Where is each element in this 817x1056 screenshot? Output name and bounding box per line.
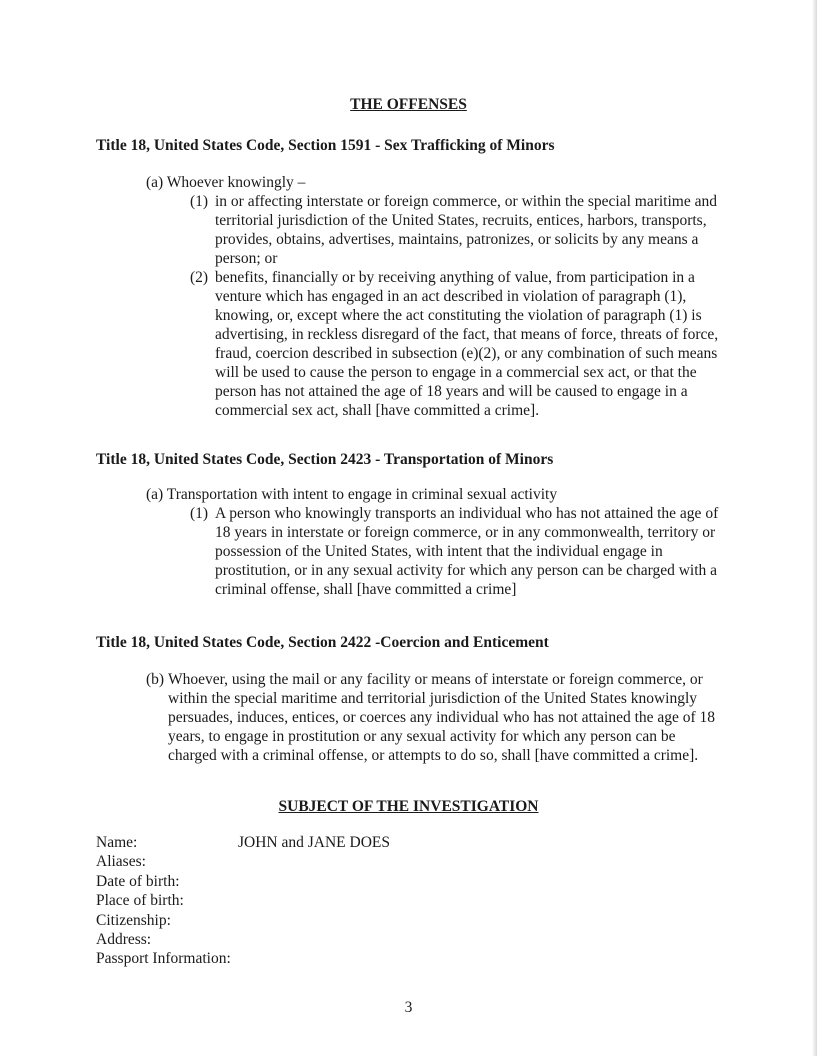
pob-label: Place of birth: bbox=[96, 892, 184, 910]
item-number: (2) bbox=[190, 269, 209, 286]
section-2423-item-1 bbox=[190, 504, 725, 599]
section-1591-intro: (a) Whoever knowingly – bbox=[146, 174, 306, 191]
subject-labels bbox=[96, 833, 231, 969]
item-text: A person who knowingly transports an individual who has not attained the age of 18 years in interstate or foreign commerce, or in any commonwealth, territory or possession of the United States, with intent that the individual engage in prostitution, or in any sexual activity for which any person can be charged with a criminal offense, shall [have committed a crime] bbox=[215, 505, 719, 598]
section-2423-title: Title 18, United States Code, Section 2423 - Transportation of Minors bbox=[96, 451, 554, 468]
citizenship-label: Citizenship: bbox=[96, 911, 171, 929]
section-2422-item-b bbox=[146, 670, 726, 765]
dob-label: Date of birth: bbox=[96, 872, 180, 890]
section-2423-intro: (a) Transportation with intent to engage in criminal sexual activity bbox=[146, 486, 558, 503]
item-number: (b) bbox=[146, 671, 165, 688]
offenses-heading: THE OFFENSES bbox=[350, 96, 467, 113]
aliases-label: Aliases: bbox=[96, 853, 146, 871]
section-2422-title: Title 18, United States Code, Section 2422 -Coercion and Enticement bbox=[96, 634, 549, 651]
address-label: Address: bbox=[96, 931, 152, 949]
section-1591-item-1 bbox=[190, 192, 725, 268]
item-text: in or affecting interstate or foreign commerce, or within the special maritime and territorial jurisdiction of the United States, recruits, entices, harbors, transports, provides, obtains, advertises, maintains, patronizes, or solicits by any means a person; or bbox=[215, 193, 717, 267]
section-1591-title: Title 18, United States Code, Section 1591 - Sex Trafficking of Minors bbox=[96, 137, 555, 154]
item-number: (1) bbox=[190, 193, 209, 210]
item-number: (1) bbox=[190, 505, 209, 522]
section-1591-item-2 bbox=[190, 268, 725, 420]
item-text: Whoever, using the mail or any facility or means of interstate or foreign commerce, or within the special maritime and territorial jurisdiction of the United States knowingly persuades, induces, entices, or coerces any individual who has not attained the age of 18 years, to engage in prostitution or any sexual activity for which any person can be charged with a criminal offense, or attempts to do so, shall [have committed a crime]. bbox=[168, 671, 716, 764]
page-number: 3 bbox=[404, 999, 413, 1016]
page-edge-shadow bbox=[812, 0, 817, 1056]
name-label: Name: bbox=[96, 834, 138, 851]
item-text: benefits, financially or by receiving anything of value, from participation in a venture which has engaged in an act described in violation of paragraph (1), knowing, or, except where the act constituting the violation of paragraph (1) is advertising, in reckless disregard of the fact, that means of force, threats of force, fraud, coercion described in subsection (e)(2), or any combination of such means will be used to cause the person to engage in a commercial sex act, or that the person has not attained the age of 18 years and will be caused to engage in a commercial sex act, shall [have committed a crime]. bbox=[215, 269, 719, 419]
name-value: JOHN and JANE DOES bbox=[238, 834, 390, 851]
passport-label: Passport Information: bbox=[96, 950, 231, 968]
subject-heading: SUBJECT OF THE INVESTIGATION bbox=[278, 798, 539, 815]
